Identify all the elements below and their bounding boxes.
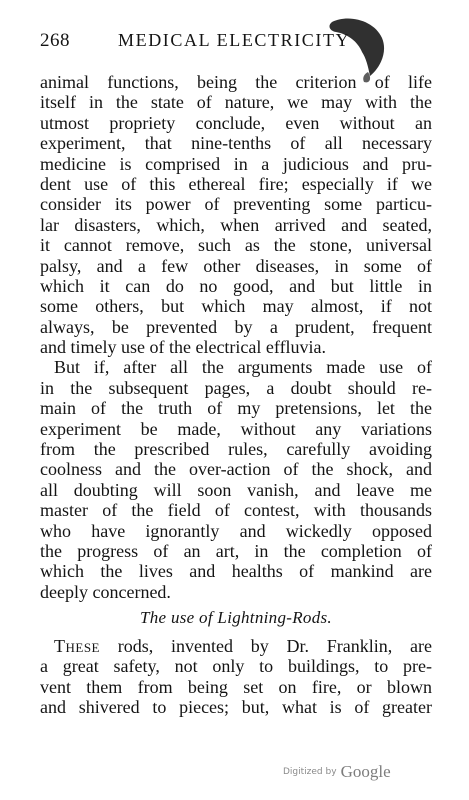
text-line: experiment be made, without any variations xyxy=(40,418,432,439)
text-line: palsy, and a few other diseases, in some of xyxy=(40,255,432,276)
text-line: and shivered to pieces; but, what is of greater xyxy=(40,697,432,718)
google-logo-text: Google xyxy=(340,762,391,781)
text-line: medicine is comprised in a judicious and pru- xyxy=(40,153,432,174)
text-line-first xyxy=(40,636,432,656)
text-line: which it can do no good, and but little in xyxy=(40,275,432,296)
text-line: vent them from being set on fire, or blown xyxy=(40,676,432,697)
text-line: some others, but which may almost, if not xyxy=(40,296,432,317)
digitized-by-label: Digitized by xyxy=(283,767,337,777)
text-line: coolness and the over-action of the shock, and xyxy=(40,459,432,480)
text-line: the progress of an art, in the completion of xyxy=(40,540,432,561)
text-line: But if, after all the arguments made use of xyxy=(54,357,432,378)
text-line: deeply concerned. xyxy=(40,581,171,602)
section-heading: The use of Lightning-Rods. xyxy=(140,608,332,627)
text-line: consider its power of preventing some particu- xyxy=(40,194,432,215)
text-line: always, be prevented by a prudent, frequent xyxy=(40,316,432,337)
text-line: a great safety, not only to buildings, to pre- xyxy=(40,656,432,677)
text-line: who have ignorantly and wickedly opposed xyxy=(40,520,432,541)
text-line: in the subsequent pages, a doubt should re- xyxy=(40,377,432,398)
paragraph-3 xyxy=(40,636,432,718)
text-line: lar disasters, which, when arrived and seated, xyxy=(40,214,432,235)
text-line: it cannot remove, such as the stone, universal xyxy=(40,235,432,256)
text-line: all doubting will soon vanish, and leave me xyxy=(40,479,432,500)
paragraph-1 xyxy=(40,72,432,357)
text-line: utmost propriety conclude, even without an xyxy=(40,112,432,133)
text-line: which the lives and healths of mankind are xyxy=(40,561,432,582)
text-line: from the prescribed rules, carefully avoiding xyxy=(40,439,432,460)
text-line: and timely use of the electrical effluvia. xyxy=(40,337,327,358)
text-line: experiment, that nine-tenths of all necessary xyxy=(40,133,432,154)
google-digitized-watermark xyxy=(283,762,391,782)
text-line: dent use of this ethereal fire; especially if we xyxy=(40,173,432,194)
text-line: master of the field of contest, with thousands xyxy=(40,500,432,521)
main-text xyxy=(40,72,432,602)
running-title: MEDICAL ELECTRICITY xyxy=(118,30,351,50)
page-number: 268 xyxy=(40,30,70,51)
paragraph-2 xyxy=(40,357,432,602)
first-line-rest: rods, invented by Dr. Franklin, are xyxy=(100,636,432,656)
text-line: animal functions, being the criterion of life xyxy=(40,72,432,92)
text-line: itself in the state of nature, we may with the xyxy=(40,92,432,113)
small-caps-opening-word: These xyxy=(54,636,100,656)
text-line: main of the truth of my pretensions, let the xyxy=(40,398,432,419)
